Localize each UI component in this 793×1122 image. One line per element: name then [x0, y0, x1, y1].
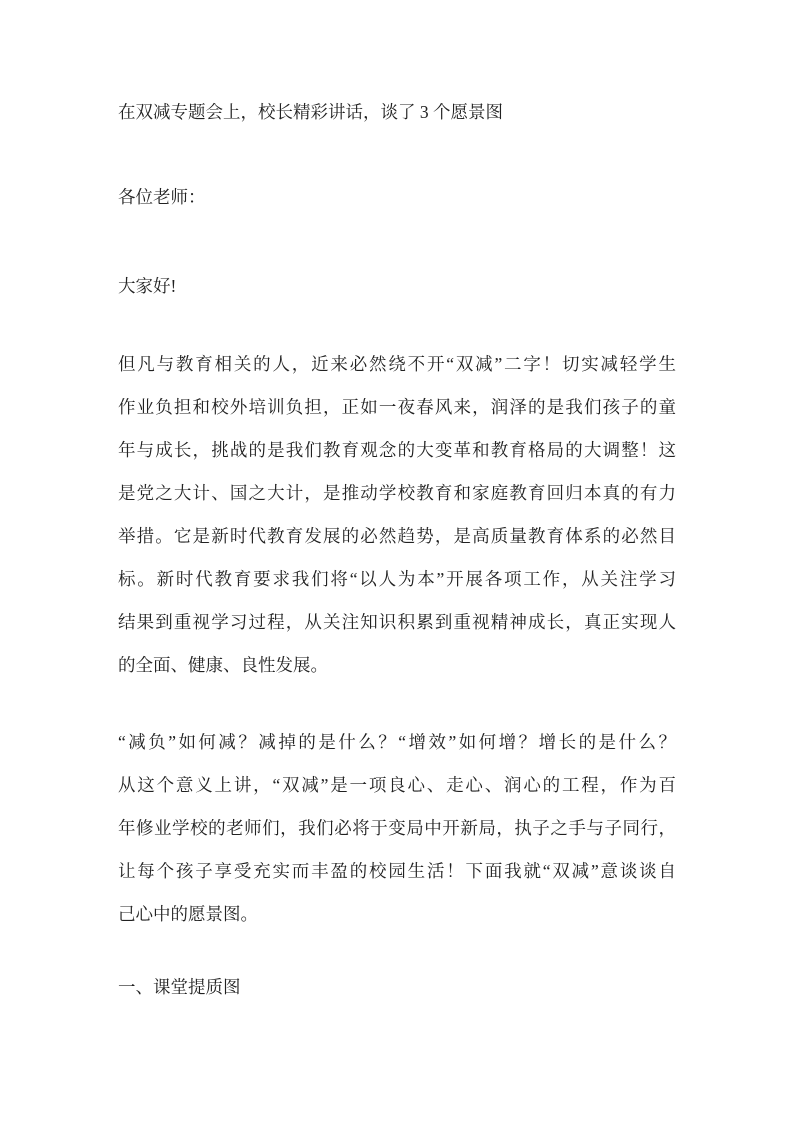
- text-line: 的全面、健康、良性发展。: [118, 655, 328, 675]
- document-title: 在双减专题会上，校长精彩讲话，谈了 3 个愿景图: [118, 102, 503, 122]
- text-line: 让每个孩子享受充实而丰盈的校园生活！下面我就“双减”意谈谈自: [118, 861, 676, 881]
- salutation: 各位老师：: [118, 187, 206, 207]
- text-line: 从这个意义上讲，“双减”是一项良心、走心、润心的工程，作为百: [118, 775, 676, 795]
- text-line: 标。新时代教育要求我们将“以人为本”开展各项工作，从关注学习: [118, 569, 676, 589]
- text-line: 年与成长，挑战的是我们教育观念的大变革和教育格局的大调整！这: [118, 440, 676, 460]
- paragraph-1: [118, 343, 676, 687]
- text-line: 年修业学校的老师们，我们必将于变局中开新局，执子之手与子同行，: [118, 818, 676, 838]
- section-heading: 一、课堂提质图: [118, 977, 241, 997]
- text-line: 作业负担和校外培训负担，正如一夜春风来，润泽的是我们孩子的童: [118, 397, 676, 417]
- text-line: 是党之大计、国之大计，是推动学校教育和家庭教育回归本真的有力: [118, 483, 676, 503]
- text-line: 举措。它是新时代教育发展的必然趋势，是高质量教育体系的必然目: [118, 526, 676, 546]
- paragraph-2: [118, 721, 676, 936]
- text-line: 己心中的愿景图。: [118, 904, 258, 924]
- text-line: 但凡与教育相关的人，近来必然绕不开“双减”二字！切实减轻学生: [118, 354, 676, 374]
- text-line: 结果到重视学习过程，从关注知识积累到重视精神成长，真正实现人: [118, 612, 676, 632]
- text-line: “减负”如何减？减掉的是什么？“增效”如何增？增长的是什么？: [118, 732, 676, 752]
- greeting: 大家好!: [118, 276, 177, 296]
